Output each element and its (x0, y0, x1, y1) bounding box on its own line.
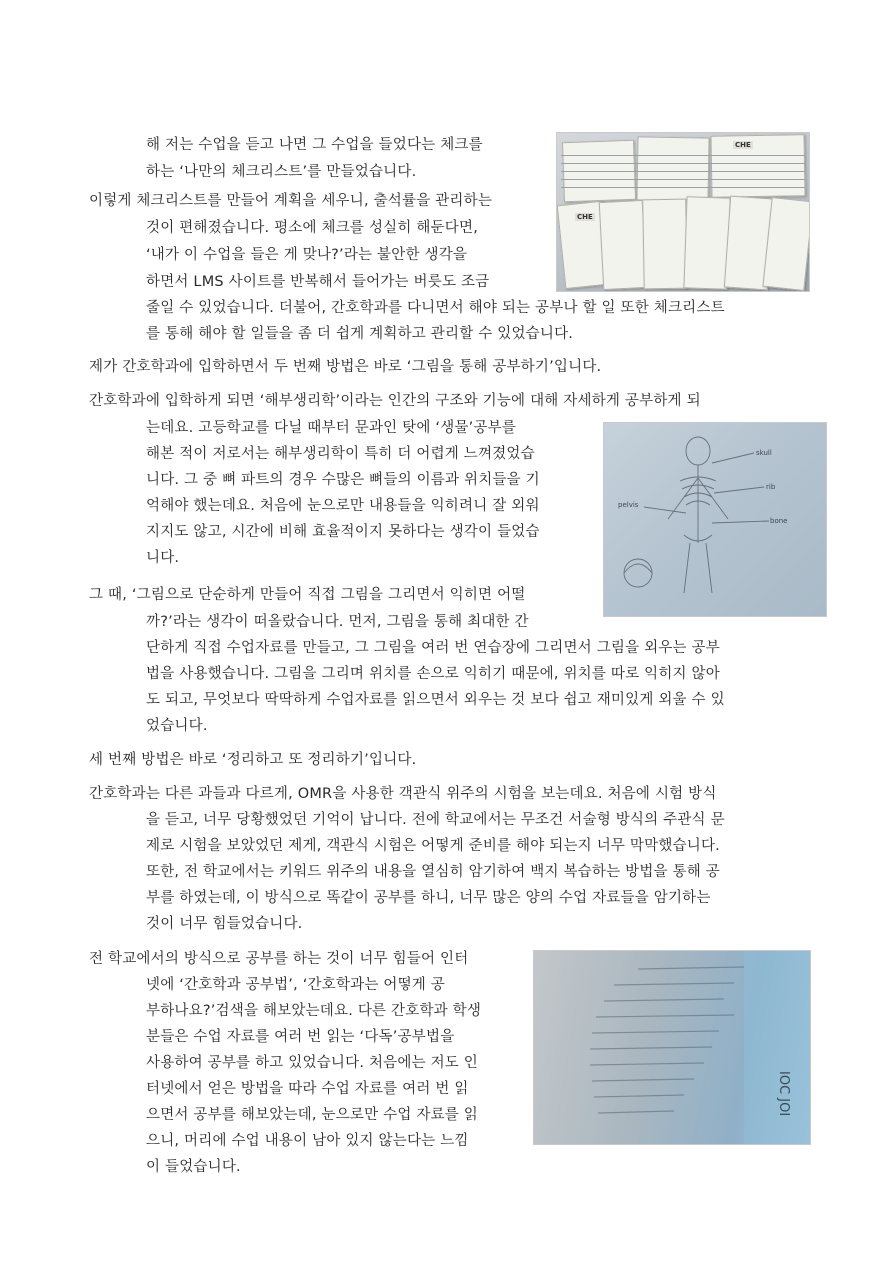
text-line: 지지도 않고, 시간에 비해 효율적이지 못하다는 생각이 들었습 (146, 524, 540, 540)
text-line: 세 번째 방법은 바로 ‘정리하고 또 정리하기’입니다. (89, 752, 417, 768)
text-line: 이렇게 체크리스트를 만들어 계획을 세우니, 출석률을 관리하는 (89, 193, 493, 209)
text-line: 제가 간호학과에 입학하면서 두 번째 방법은 바로 ‘그림을 통해 공부하기’입니다. (89, 359, 602, 375)
text-line: 법을 사용했습니다. 그림을 그리며 위치를 손으로 익히기 때문에, 위치를 따로 익히지 않아 (146, 666, 720, 682)
text-line: 니다. (146, 550, 180, 566)
text-line: 것이 너무 힘들었습니다. (146, 916, 303, 932)
text-line: 간호학과에 입학하게 되면 ‘해부생리학’이라는 인간의 구조와 기능에 대해 자세하게 공부하게 되 (89, 393, 701, 409)
text-line: 단하게 직접 수업자료를 만들고, 그 그림을 여러 번 연습장에 그리면서 그림을 외우는 공부 (146, 640, 720, 656)
text-line: 는데요. 고등학교를 다닐 때부터 문과인 탓에 ‘생물’공부를 (146, 420, 517, 436)
text-line: 이 들었습니다. (146, 1159, 241, 1175)
checklist-tab: CHE (577, 213, 593, 221)
text-line: 도 되고, 무엇보다 딱딱하게 수업자료를 읽으면서 외우는 것 보다 쉽고 재미있게 외울 수 있 (146, 692, 725, 708)
text-line: 간호학과는 다른 과들과 다르게, OMR을 사용한 객관식 위주의 시험을 보는데요. 처음에 시험 방식 (89, 786, 717, 802)
text-line: 억해야 했는데요. 처음에 눈으로만 내용들을 익히려니 잘 외워 (146, 498, 540, 514)
text-line: 제로 시험을 보았었던 제게, 객관식 시험은 어떻게 준비를 해야 되는지 너무 막막했습니다. (146, 838, 720, 854)
text-line: 니다. 그 중 뼈 파트의 경우 수많은 뼈들의 이름과 위치들을 기 (146, 472, 540, 488)
text-line: 사용하여 공부를 하고 있었습니다. 처음에는 저도 인 (146, 1055, 479, 1071)
anatomy-label: pelvis (618, 501, 639, 509)
study-notes-photo (533, 950, 811, 1145)
text-line: 하는 ‘나만의 체크리스트’를 만들었습니다. (146, 164, 417, 180)
text-line: 까?’라는 생각이 떠올랐습니다. 먼저, 그림을 통해 최대한 간 (146, 614, 529, 630)
text-line: 해본 적이 저로서는 해부생리학이 특히 더 어렵게 느껴졌었습 (146, 446, 535, 462)
text-line: 넷에 ‘간호학과 공부법’, ‘간호학과는 어떻게 공 (146, 977, 446, 993)
text-line: 하면서 LMS 사이트를 반복해서 들어가는 버릇도 조금 (146, 274, 490, 290)
text-line: 으니, 머리에 수업 내용이 남아 있지 않는다는 느낌 (146, 1133, 469, 1149)
text-line: 부하나요?’검색을 해보았는데요. 다른 간호학과 학생 (146, 1003, 482, 1019)
anatomy-label: bone (770, 517, 788, 525)
text-line: 또한, 전 학교에서는 키워드 위주의 내용을 열심히 암기하여 백지 복습하는 방법을 통해 공 (146, 864, 720, 880)
text-line: 를 통해 해야 할 일들을 좀 더 쉽게 계획하고 관리할 수 있었습니다. (146, 326, 574, 342)
text-line: 해 저는 수업을 듣고 나면 그 수업을 들었다는 체크를 (146, 137, 483, 153)
text-line: 것이 편해졌습니다. 평소에 체크를 성실히 해둔다면, (146, 220, 479, 236)
text-line: 줄일 수 있었습니다. 더불어, 간호학과를 다니면서 해야 되는 공부나 할 일 또한 체크리스트 (146, 300, 725, 316)
anatomy-label: rib (766, 483, 776, 491)
text-line: 부를 하였는데, 이 방식으로 똑같이 공부를 하니, 너무 많은 양의 수업 자료들을 암기하는 (146, 890, 711, 906)
checklist-tab: CHE (735, 141, 751, 149)
text-line: 분들은 수업 자료를 여러 번 읽는 ‘다독’공부법을 (146, 1029, 455, 1045)
text-line: 을 듣고, 너무 당황했었던 기억이 납니다. 전에 학교에서는 무조건 서술형 방식의 주관식 문 (146, 812, 725, 828)
text-line: 전 학교에서의 방식으로 공부를 하는 것이 너무 힘들어 인터 (89, 951, 469, 967)
text-line: 으면서 공부를 해보았는데, 눈으로만 수업 자료를 읽 (146, 1107, 479, 1123)
text-line: ‘내가 이 수업을 들은 게 맞나?’라는 불안한 생각을 (146, 247, 468, 263)
skeleton-sketch-icon (604, 423, 826, 616)
checklist-photo (556, 132, 810, 292)
text-line: 터넷에서 얻은 방법을 따라 수업 자료를 여러 번 읽 (146, 1081, 469, 1097)
text-line: 었습니다. (146, 718, 208, 734)
anatomy-drawing-photo (603, 422, 827, 617)
anatomy-label: skull (756, 449, 772, 457)
notes-side-label: IOC JOI (776, 1071, 791, 1117)
text-line: 그 때, ‘그림으로 단순하게 만들어 직접 그림을 그리면서 익히면 어떨 (89, 587, 526, 603)
notes-lines-icon (534, 951, 810, 1144)
